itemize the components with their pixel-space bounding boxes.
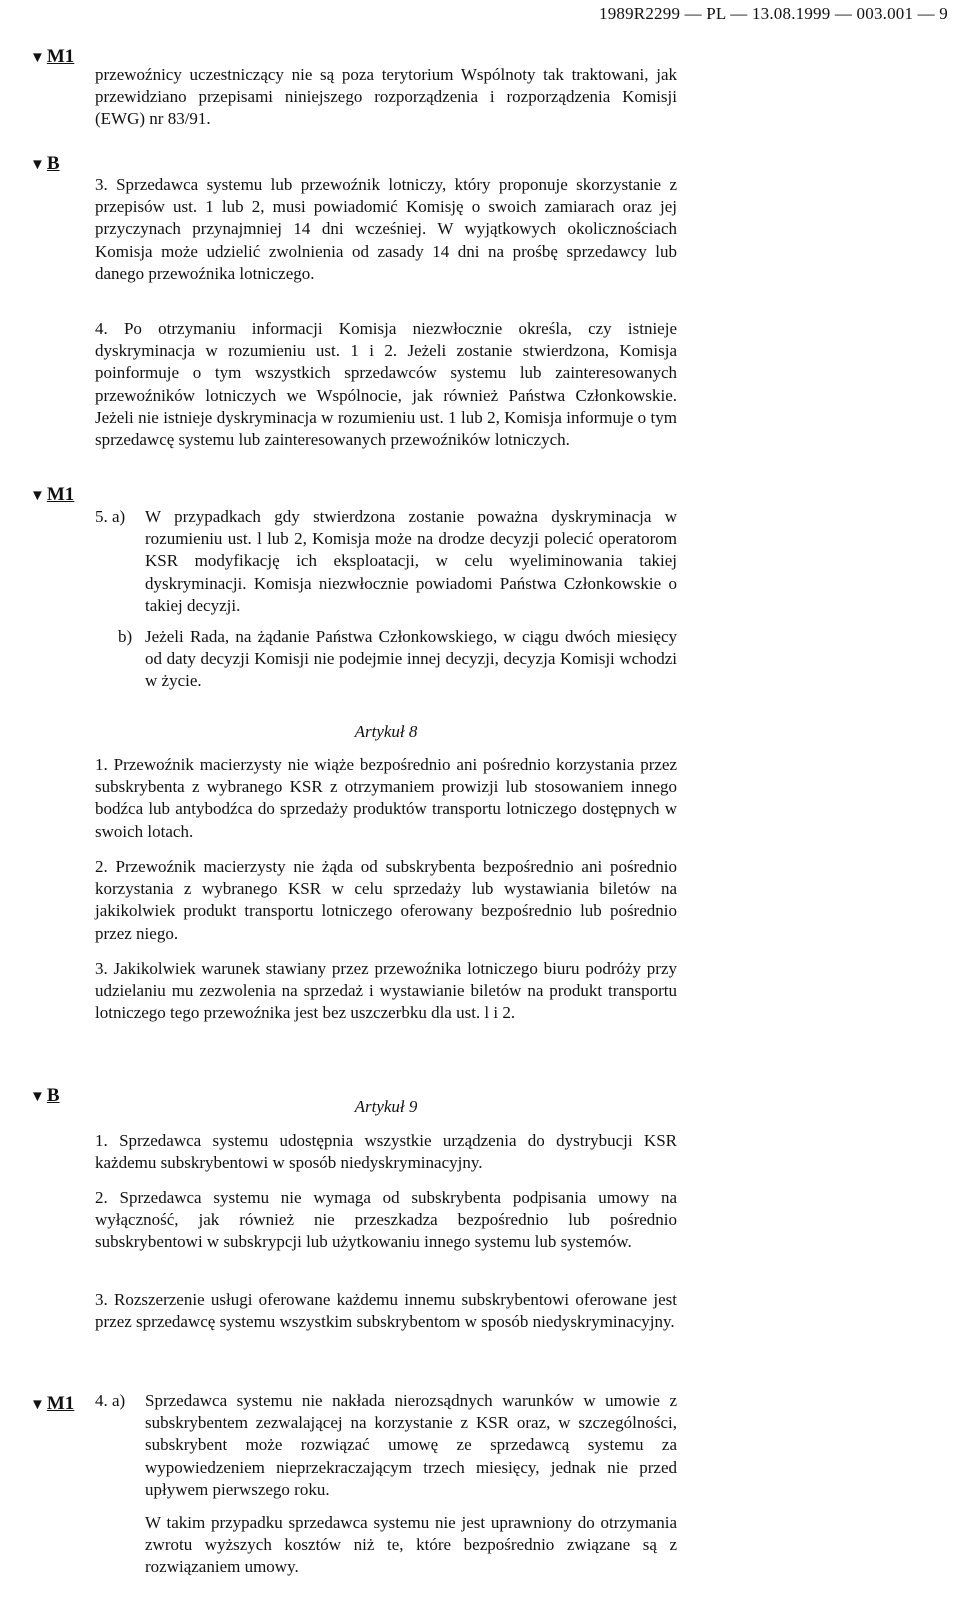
- article-9-paragraph-1: 1. Sprzedawca systemu udostępnia wszystkie urządzenia do dystrybucji KSR każdemu subskrybentowi w sposób niedyskryminacyjny.: [95, 1131, 677, 1173]
- marker-label[interactable]: M1: [46, 1393, 75, 1414]
- marker-label[interactable]: B: [46, 1085, 60, 1106]
- amendment-marker-m1: [30, 1393, 74, 1415]
- article-8-paragraph-2: 2. Przewoźnik macierzysty nie żąda od subskrybenta bezpośrednio ani pośrednio korzystania z wybranego KSR w celu sprzedaży lub wystawiania biletów na jakikolwiek produkt transportu lotniczego oferowany bezpośrednio lub pośrednio przez niego.: [95, 857, 677, 943]
- article-9-paragraph-2: 2. Sprzedawca systemu nie wymaga od subskrybenta podpisania umowy na wyłączność, jak również nie przeszkadza bezpośrednio lub pośrednio subskrybentowi w subskrypcji lub użytkowaniu innego systemu lub systemów.: [95, 1188, 677, 1252]
- paragraph-3: 3. Sprzedawca systemu lub przewoźnik lotniczy, który proponuje skorzystanie z przepisów ust. 1 lub 2, musi powiadomić Komisję o swoich zamiarach oraz jej przyczynach przynajmniej 14 dni wcześniej. W wyjątkowych okolicznościach Komisja może udzielić zwolnienia od zasady 14 dni na prośbę sprzedawcy lub danego przewoźnika lotniczego.: [95, 175, 677, 283]
- paragraph-5a: W przypadkach gdy stwierdzona zostanie poważna dyskryminacja w rozumieniu ust. l lub 2, Komisja może na drodze decyzji polecić operatorom KSR modyfikację ich eksploatacji, w celu wyeliminowania takiej dyskryminacji. Komisja niezwłocznie powiadomi Państwa Członkowskie o takiej decyzji.: [145, 507, 677, 615]
- amendment-marker-m1: [30, 46, 74, 68]
- paragraph-5-number: 5. a): [95, 507, 126, 526]
- article-8-heading: Artykuł 8: [354, 722, 418, 741]
- triangle-down-icon: ▼: [30, 488, 45, 504]
- triangle-down-icon: ▼: [30, 1089, 45, 1105]
- paragraph-4: 4. Po otrzymaniu informacji Komisja niezwłocznie określa, czy istnieje dyskryminacja w rozumieniu ust. 1 i 2. Jeżeli zostanie stwierdzona, Komisja poinformuje o tym wszystkich sprzedawców systemu lub zainteresowanych przewoźników lotniczych we Wspólnocie, jak również Państwa Członkowskie. Jeżeli nie istnieje dyskryminacja w rozumieniu ust. 1 lub 2, Komisja informuje o tym sprzedawcę systemu lub zainteresowanych przewoźników lotniczych.: [95, 319, 677, 450]
- triangle-down-icon: ▼: [30, 50, 45, 66]
- paragraph-5b: Jeżeli Rada, na żądanie Państwa Członkowskiego, w ciągu dwóch miesięcy od daty decyzji Komisji nie podejmie innej decyzji, decyzja Komisji wchodzi w życie.: [145, 627, 677, 691]
- amendment-marker-b: [30, 153, 60, 175]
- paragraph-intro: przewoźnicy uczestniczący nie są poza terytorium Wspólnoty tak traktowani, jak przewidziano przepisami niniejszego rozporządzenia i rozporządzenia Komisji (EWG) nr 83/91.: [95, 65, 677, 129]
- article-9-paragraph-4a-continued: W takim przypadku sprzedawca systemu nie jest uprawniony do otrzymania zwrotu wyższych kosztów niż te, które bezpośrednio związane są z rozwiązaniem umowy.: [145, 1513, 677, 1577]
- article-8-paragraph-1: 1. Przewoźnik macierzysty nie wiąże bezpośrednio ani pośrednio korzystania przez subskrybenta z wybranego KSR z otrzymaniem prowizji lub stosowaniem innego bodźca lub antybodźca do sprzedaży produktów transportu lotniczego dostępnych w swoich lotach.: [95, 755, 677, 841]
- marker-label[interactable]: M1: [46, 484, 75, 505]
- amendment-marker-b: [30, 1085, 60, 1107]
- article-8-paragraph-3: 3. Jakikolwiek warunek stawiany przez przewoźnika lotniczego biuru podróży przy udzielaniu mu zezwolenia na sprzedaż i wystawianie biletów na produkt transportu lotniczego tego przewoźnika jest bez uszczerbku dla ust. l i 2.: [95, 959, 677, 1023]
- article-9-paragraph-4-number: 4. a): [95, 1391, 126, 1410]
- article-9-paragraph-3: 3. Rozszerzenie usługi oferowane każdemu innemu subskrybentowi oferowane jest przez sprzedawcę systemu wszystkim subskrybentom w sposób niedyskryminacyjny.: [95, 1290, 677, 1332]
- article-9-heading: Artykuł 9: [354, 1097, 418, 1116]
- amendment-marker-m1: [30, 484, 74, 506]
- triangle-down-icon: ▼: [30, 157, 45, 173]
- marker-label[interactable]: M1: [46, 46, 75, 67]
- paragraph-5b-label: b): [118, 627, 133, 646]
- page-header: 1989R2299 — PL — 13.08.1999 — 003.001 — 9: [599, 4, 948, 23]
- marker-label[interactable]: B: [46, 153, 60, 174]
- article-9-paragraph-4a: Sprzedawca systemu nie nakłada nierozsądnych warunków w umowie z subskrybentem zezwalającej na korzystanie z KSR oraz, w szczególności, subskrybent może rozwiązać umowę ze sprzedawcą systemu za wypowiedzeniem nieprzekraczającym trzech miesięcy, jednak nie przed upływem pierwszego roku.: [145, 1391, 677, 1499]
- triangle-down-icon: ▼: [30, 1397, 45, 1413]
